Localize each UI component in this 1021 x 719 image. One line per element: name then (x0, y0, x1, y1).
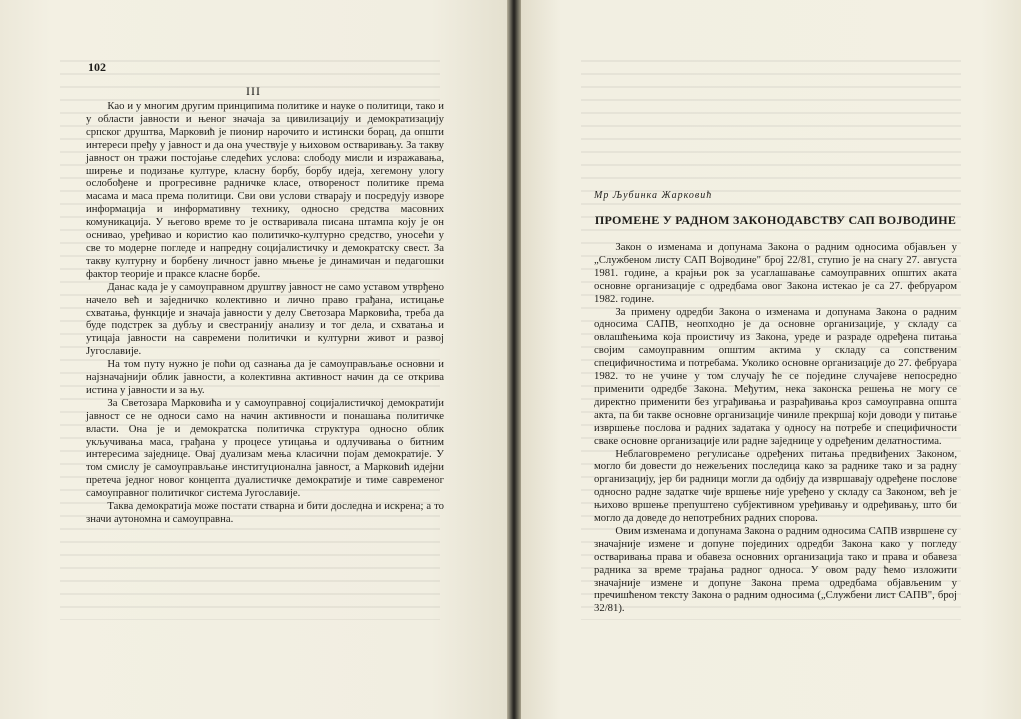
article-title: ПРОМЕНЕ У РАДНОМ ЗАКОНОДАВСТВУ САП ВОЈВОДИНЕ (594, 213, 957, 227)
paragraph: За примену одредби Закона о изменама и допунама Закона о радним односима САПВ, неопходно је да основне организације, у складу са овлашћењима која проистичу из Закона, уреде и разраде одређена питања својим самоуправним општим актима у складу са сопственим специфичностима и потребама. Уколико основне организације до 27. фебруара 1982. то не учине у том случају ће се поједине случајеве непосредно применити одредбе Закона. Међутим, нека законска решења не могу се директно применити без уграђивања и разрађивања кроз самоуправна општа акта, па би такве основне организације чиниле прекршај који доводи у питање извршење послова и радних задатака у односу на потребе и специфичности сваке основне организације или радне заједнице у одређеним делатностима. (594, 305, 957, 447)
paragraph: Данас када је у самоуправном друштву јавност не само уставом утврђено начело већ и заједничко колективно и лично право грађана, истицање схватања, функције и значаја јавности у делу Светозара Марковића, треба да буде подстрек за дубљу и свестранију анализу и тог дела, и схватања и утицаја јавности на савремени политички и културни живот и развој Југославије. (86, 280, 444, 358)
paragraph: Закон о изменама и допунама Закона о радним односима објављен у „Службеном листу САП Војводине" број 22/81, ступио је на снагу 27. августа 1981. године, а крајњи рок за усаглашавање самоуправних општих аката основне организације с одредбама овог Закона истекао је са 27. фебруаром 1982. године. (594, 241, 957, 305)
right-body-text (594, 241, 957, 615)
page-number: 102 (88, 60, 106, 74)
paragraph: На том путу нужно је поћи од сазнања да је самоуправљање основни и најзначајнији облик јавности, а колективна активност начин да се открива истина у јавности и за њу. (86, 358, 444, 396)
right-page (521, 0, 1021, 719)
left-page (0, 0, 507, 719)
paragraph: Неблаговремено регулисање одређених питања предвиђених Законом, могло би довести до нежељених последица како за раднике тако и за радну организацију, јер би радници могли да одбију да извршавају одређене послове односно радне задатке чије вршење није уређено у складу са Законом, већ је њихово вршење препуштено субјективном уређивању и одређивању, што би могло да доведе до непотребних радних спорова. (594, 447, 957, 525)
author-name: Мр Љубинка Жарковић (594, 190, 713, 201)
paragraph: Као и у многим другим принципима политике и науке о политици, тако и у области јавности и њеног значаја за цивилизацију и демократизацију српског друштва, Марковић је пионир нарочито и истински борац, да општи интереси пређу у јавност и да она учествује у њиховом остваривању. За такву јавност он тражи постојање следећих услова: слободу мисли и изражавања, ширење и подизање културе, класну борбу, борбу идеја, хегемону улогу ослобођене и прогресивне радничке класе, отвореност политике према масама и маса према политици. Сви ови услови стварају и посредују изворе информација и информативну технику, односно средства масовних комуникација. У његово време то је остваривала писана штампа коју је он оснивао, уређивао и користио као политичко-културно средство, уносећи у све то модерне погледе и напредну социјалистичку и демократску свест. За такву културну и борбену личност јавно мњење је динамичан и педагошки фактор теорије и праксе класне борбе. (86, 100, 444, 280)
paragraph: Овим изменама и допунама Закона о радним односима САПВ извршене су значајније измене и допуне појединих одредби Закона како у погледу остваривања права и обавеза основних организација тако и права и обавеза радника за време трајања радног односа. У овом раду ћемо изложити значајније измене и допуне Закона према одредбама објављеним у пречишћеном тексту Закона о радним односима („Службени лист САПВ", број 32/81). (594, 524, 957, 615)
section-heading: III (246, 84, 261, 98)
paragraph: Таква демократија може постати стварна и бити доследна и искрена; а то значи аутономна и самоуправна. (86, 500, 444, 525)
left-body-text (86, 100, 444, 526)
paragraph: За Светозара Марковића и у самоуправној социјалистичкој демократији јавност се не односи само на начин активности и понашања политичке власти. Она је и демократска политичка структура односно облик укључивања маса, грађана у процесе утицања и одлучивања о битним интересима заједнице. Овај дуализам мења класични појам демократије. У том смислу је самоуправљање институционална јавност, а Марковић идејни претеча једног новог концепта дуалистичке демократије и тиме савременог самоуправног политичког система Југославије. (86, 396, 444, 500)
book-gutter (507, 0, 521, 719)
